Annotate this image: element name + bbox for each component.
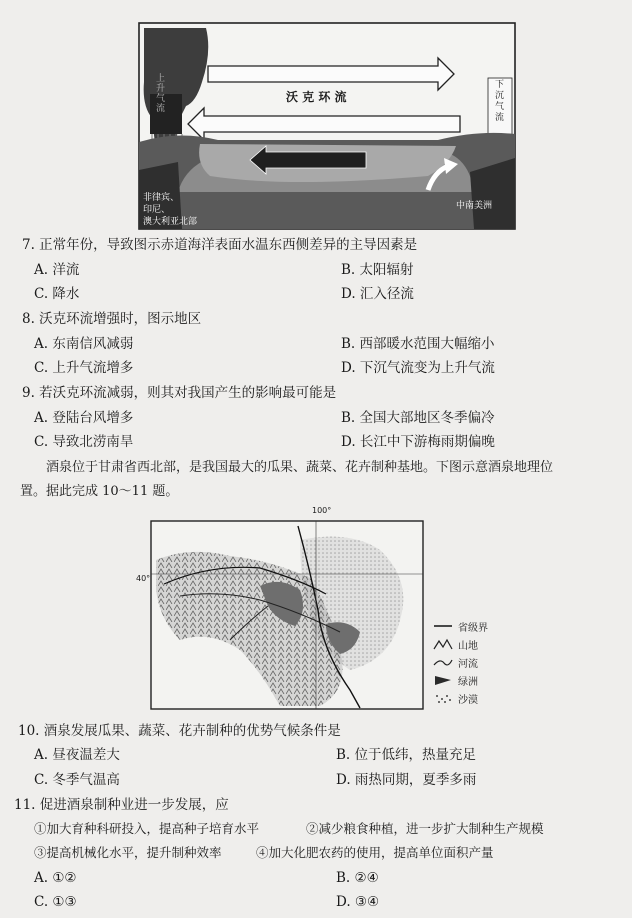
q8-option-d[interactable]: D. 下沉气流变为上升气流 xyxy=(341,360,495,376)
legend-label: 山地 xyxy=(458,640,478,652)
q9-stem: 9. 若沃克环流减弱，则其对我国产生的影响最可能是 xyxy=(22,385,337,401)
walker-title: 沃 克 环 流 xyxy=(286,90,347,104)
west-region-label-3: 澳大利亚北部 xyxy=(143,217,198,227)
legend-province-border xyxy=(432,618,488,634)
jiuquan-map-figure xyxy=(136,506,510,714)
q11-statement-1: ①加大育种科研投入，提高种子培育水平 xyxy=(34,821,260,836)
q8-option-a[interactable]: A. 东南信风减弱 xyxy=(34,336,134,352)
q10-option-d[interactable]: D. 雨热同期，夏季多雨 xyxy=(336,772,477,788)
intro-line-2: 置。据此完成 10～11 题。 xyxy=(20,484,179,499)
river-icon xyxy=(432,656,454,668)
q11-statement-2: ②减少粮食种植，进一步扩大制种生产规模 xyxy=(306,821,544,836)
mountain-icon xyxy=(432,638,454,650)
q8-option-c[interactable]: C. 上升气流增多 xyxy=(34,360,134,376)
intro-line-1: 酒泉位于甘肃省西北部，是我国最大的瓜果、蔬菜、花卉制种基地。下图示意酒泉地理位 xyxy=(46,460,554,475)
legend-label: 绿洲 xyxy=(458,676,478,688)
province-border-icon xyxy=(432,620,454,632)
q9-option-b[interactable]: B. 全国大部地区冬季偏冷 xyxy=(341,410,495,426)
west-region-label-2: 印尼、 xyxy=(143,205,171,215)
q11-statement-4: ④加大化肥农药的使用，提高单位面积产量 xyxy=(256,845,494,860)
q7-option-d[interactable]: D. 汇入径流 xyxy=(341,286,414,302)
east-region-label: 中南美洲 xyxy=(456,201,493,211)
q11-statement-3: ③提高机械化水平，提升制种效率 xyxy=(34,845,222,860)
q7-option-a[interactable]: A. 洋流 xyxy=(34,262,80,278)
legend-mountain xyxy=(432,636,478,652)
q9-option-a[interactable]: A. 登陆台风增多 xyxy=(34,410,134,426)
q10-option-a[interactable]: A. 昼夜温差大 xyxy=(34,747,120,763)
legend-label: 沙漠 xyxy=(458,694,478,706)
longitude-label: 100° xyxy=(312,506,332,515)
map-legend xyxy=(432,618,512,710)
q11-option-c[interactable]: C. ①③ xyxy=(34,894,77,910)
walker-circulation-figure xyxy=(138,22,516,230)
oasis-icon xyxy=(432,674,454,686)
sinking-air-label: 下沉气流 xyxy=(495,80,505,123)
legend-label: 河流 xyxy=(458,658,478,670)
latitude-label: 40° xyxy=(136,574,151,583)
q9-option-c[interactable]: C. 导致北涝南旱 xyxy=(34,434,134,450)
q11-option-a[interactable]: A. ①② xyxy=(34,870,77,886)
q11-option-b[interactable]: B. ②④ xyxy=(336,870,379,886)
west-region-label-1: 非律宾、 xyxy=(143,193,180,203)
desert-icon xyxy=(432,692,454,704)
q8-option-b[interactable]: B. 西部暖水范围大幅缩小 xyxy=(341,336,495,352)
q10-option-c[interactable]: C. 冬季气温高 xyxy=(34,772,120,788)
legend-oasis xyxy=(432,672,478,688)
q7-option-c[interactable]: C. 降水 xyxy=(34,286,80,302)
q11-stem: 11. 促进酒泉制种业进一步发展，应 xyxy=(14,797,229,813)
q7-stem: 7. 正常年份，导致图示赤道海洋表面水温东西侧差异的主导因素是 xyxy=(22,237,418,253)
q7-option-b[interactable]: B. 太阳辐射 xyxy=(341,262,414,278)
rising-air-label: 上升气流 xyxy=(156,74,166,114)
legend-river xyxy=(432,654,478,670)
q11-option-d[interactable]: D. ③④ xyxy=(336,894,380,910)
q10-option-b[interactable]: B. 位于低纬，热量充足 xyxy=(336,747,477,763)
legend-label: 省级界 xyxy=(458,622,488,634)
legend-desert xyxy=(432,690,478,706)
jiuquan-map xyxy=(150,520,424,710)
q8-stem: 8. 沃克环流增强时，图示地区 xyxy=(22,311,202,327)
q10-stem: 10. 酒泉发展瓜果、蔬菜、花卉制种的优势气候条件是 xyxy=(18,723,341,739)
q9-option-d[interactable]: D. 长江中下游梅雨期偏晚 xyxy=(341,434,495,450)
